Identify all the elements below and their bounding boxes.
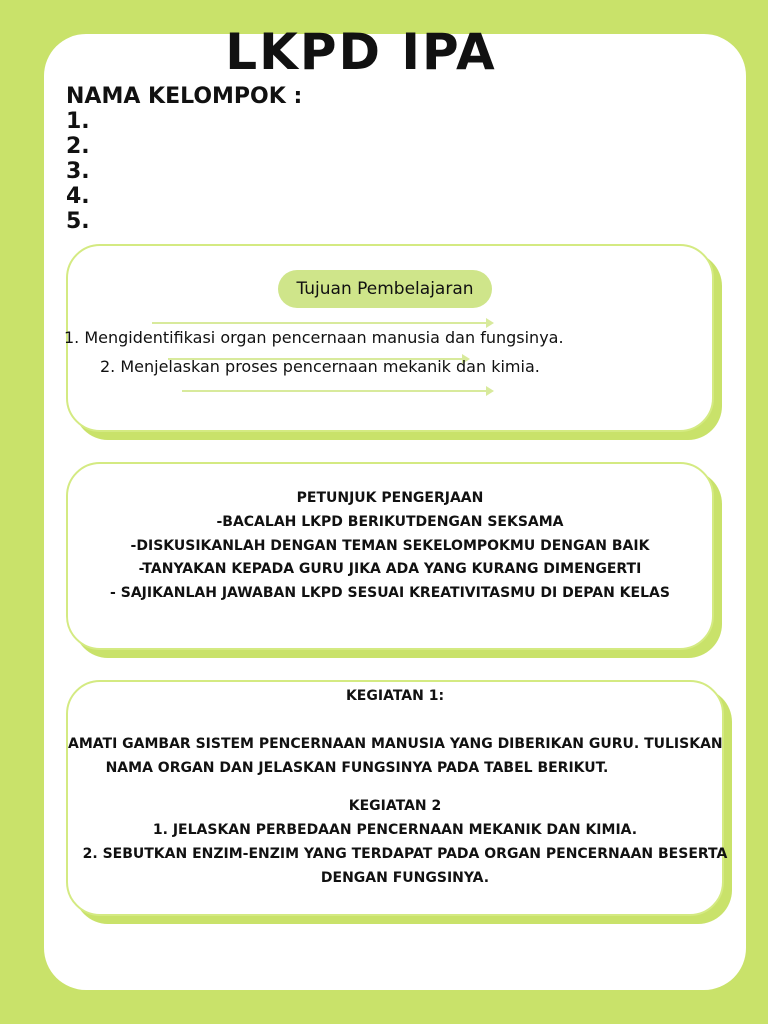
decorative-arrow-top	[152, 322, 492, 324]
instructions-card	[66, 462, 714, 650]
instruction-item-3: -TANYAKAN KEPADA GURU JIKA ADA YANG KURANG DIMENGERTI	[138, 561, 642, 577]
group-label: NAMA KELOMPOK :	[66, 84, 303, 109]
activity-1-text-line-1: AMATI GAMBAR SISTEM PENCERNAAN MANUSIA YANG DIBERIKAN GURU. TULISKAN	[68, 736, 723, 752]
learning-goals-card	[66, 244, 714, 432]
group-member-3: 3.	[66, 159, 90, 184]
group-member-4: 4.	[66, 184, 90, 209]
activity-2-item-1: 1. JELASKAN PERBEDAAN PENCERNAAN MEKANIK DAN KIMIA.	[152, 822, 638, 838]
instruction-item-1: -BACALAH LKPD BERIKUTDENGAN SEKSAMA	[216, 514, 564, 530]
group-member-1: 1.	[66, 109, 90, 134]
learning-goals-heading: Tujuan Pembelajaran	[278, 270, 492, 308]
group-member-5: 5.	[66, 209, 90, 234]
decorative-arrow-bottom	[182, 390, 492, 392]
instruction-item-2: -DISKUSIKANLAH DENGAN TEMAN SEKELOMPOKMU DENGAN BAIK	[130, 538, 650, 554]
page-title: LKPD IPA	[225, 23, 497, 81]
activity-1-heading: KEGIATAN 1:	[345, 688, 445, 704]
activities-card	[66, 680, 728, 916]
activity-1-text-line-2: NAMA ORGAN DAN JELASKAN FUNGSINYA PADA TABEL BERIKUT.	[105, 760, 609, 776]
activity-2-item-3: DENGAN FUNGSINYA.	[320, 870, 490, 886]
activity-2-item-2: 2. SEBUTKAN ENZIM-ENZIM YANG TERDAPAT PADA ORGAN PENCERNAAN BESERTA	[82, 846, 728, 862]
learning-goal-2: 2. Menjelaskan proses pencernaan mekanik dan kimia.	[100, 357, 540, 376]
instruction-item-4: - SAJIKANLAH JAWABAN LKPD SESUAI KREATIVITASMU DI DEPAN KELAS	[110, 585, 670, 601]
learning-goal-1: 1. Mengidentifikasi organ pencernaan manusia dan fungsinya.	[64, 328, 564, 347]
group-section	[66, 84, 302, 234]
instructions-heading: PETUNJUK PENGERJAAN	[296, 490, 484, 506]
group-member-2: 2.	[66, 134, 90, 159]
activity-2-heading: KEGIATAN 2	[348, 798, 442, 814]
